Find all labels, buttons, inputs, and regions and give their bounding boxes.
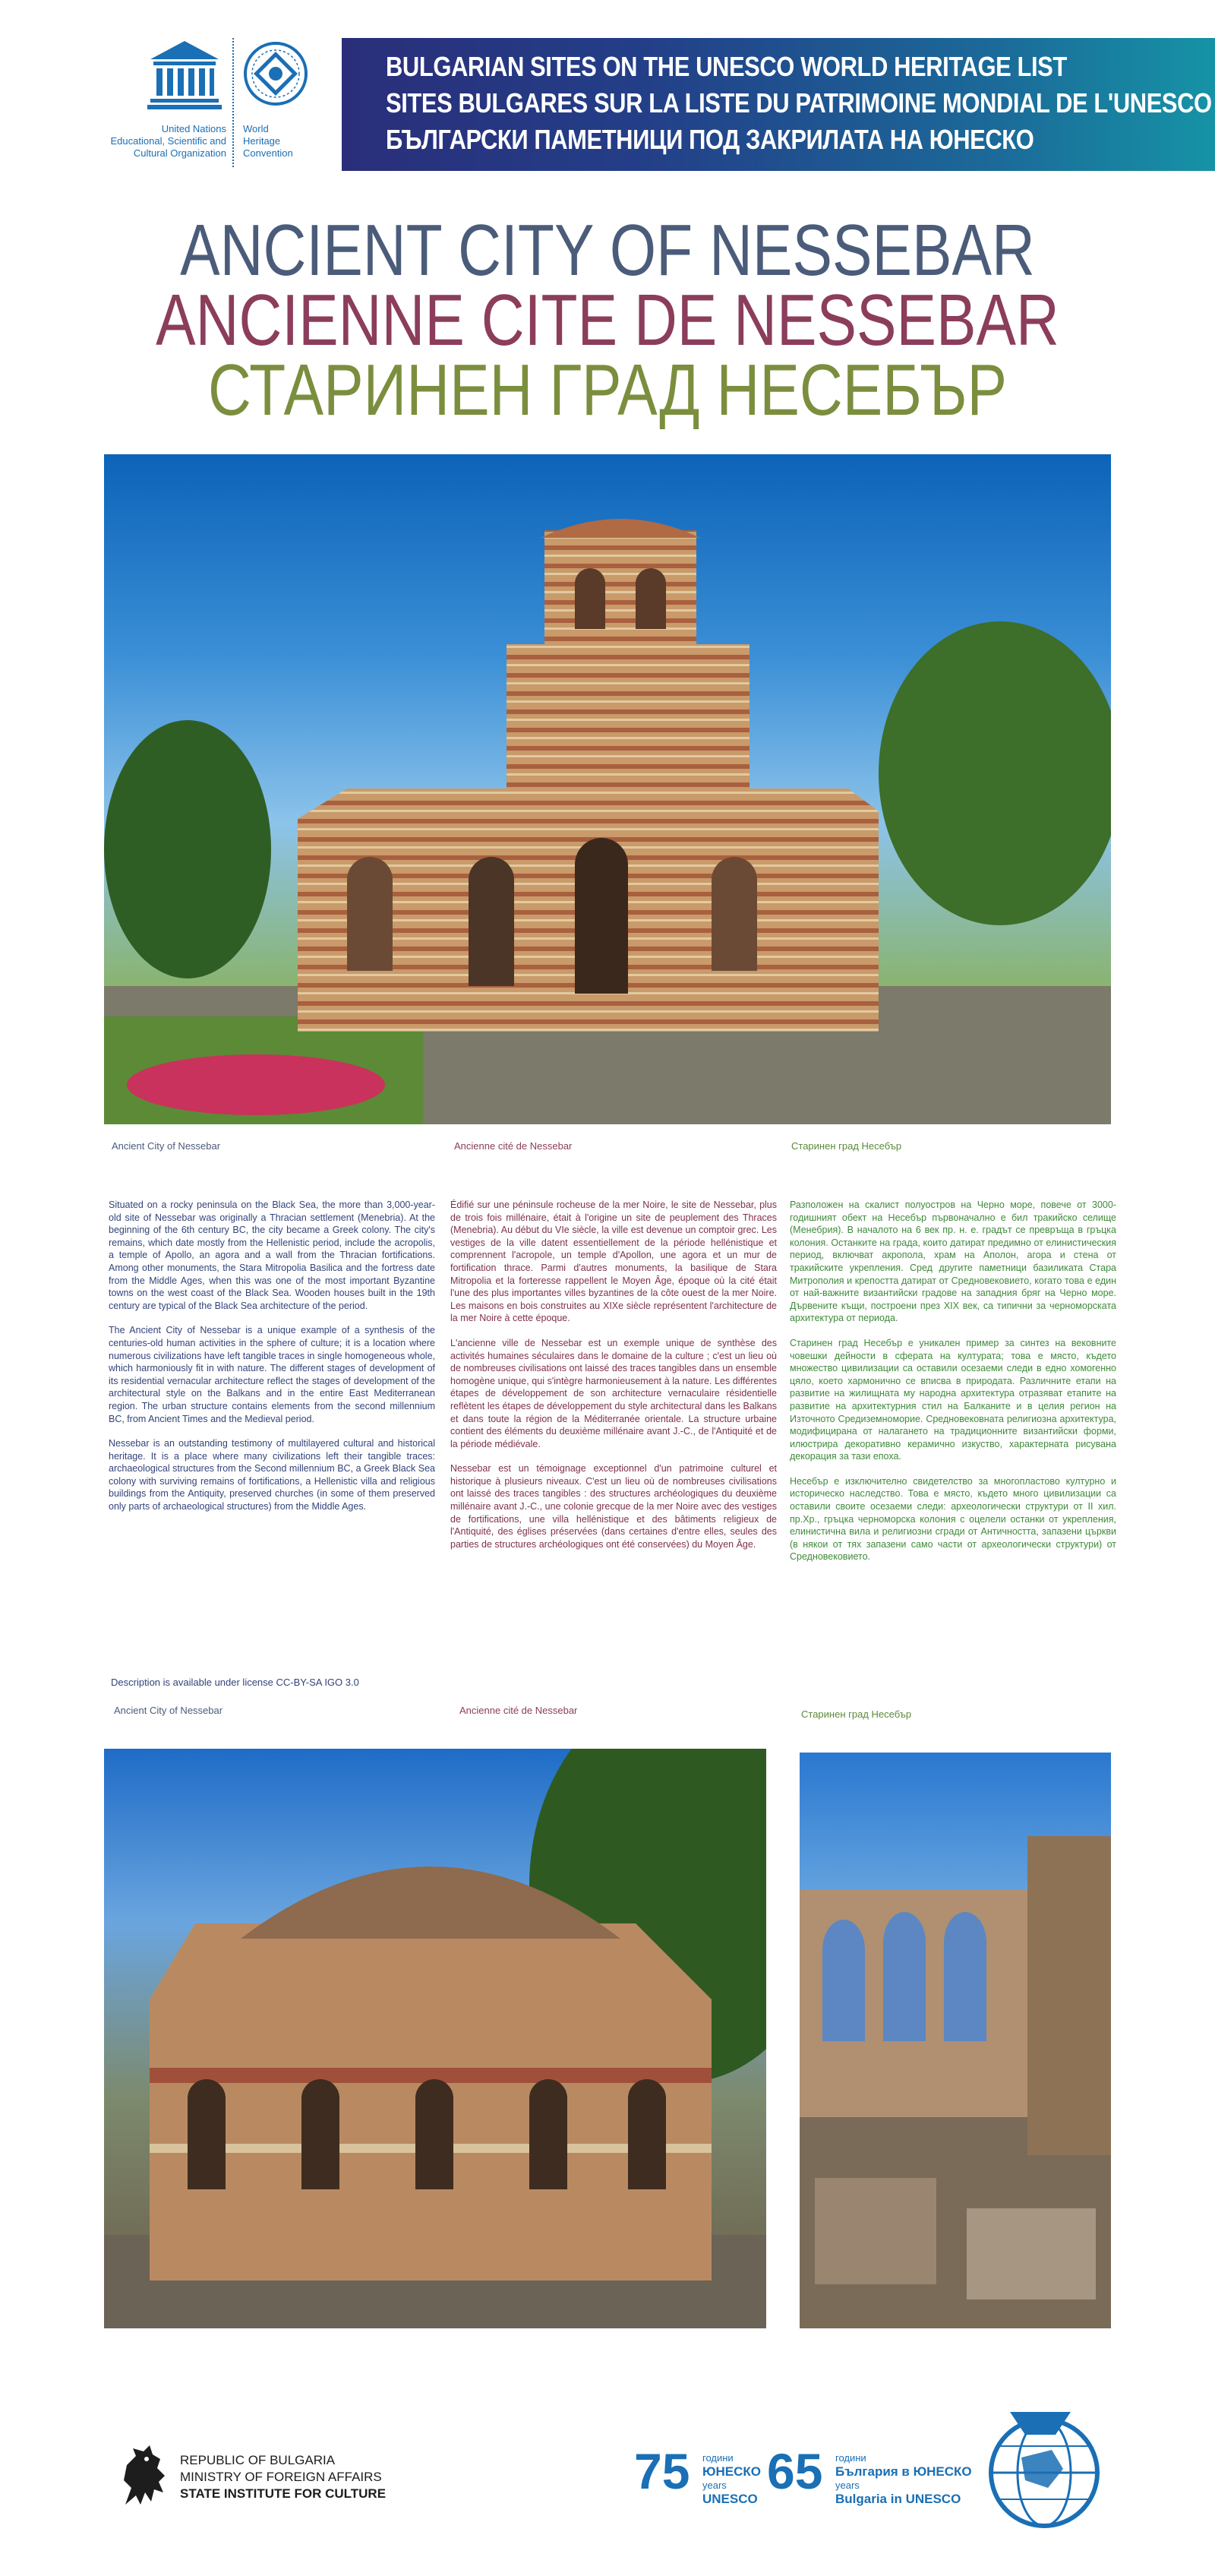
banner-title-fr: SITES BULGARES SUR LA LISTE DU PATRIMOINE MONDIAL DE L'UNESCO xyxy=(386,87,1212,119)
banner-title-bg: БЪЛГАРСКИ ПАМЕТНИЦИ ПОД ЗАКРИЛАТА НА ЮНЕСКО xyxy=(386,124,1034,155)
whc-line: World xyxy=(243,123,269,134)
caption-top-fr: Ancienne cité de Nessebar xyxy=(454,1140,573,1152)
license-note: Description is available under license CC-BY-SA IGO 3.0 xyxy=(111,1677,359,1688)
page-title-en: ANCIENT CITY OF NESSEBAR xyxy=(180,210,1035,291)
anniv-75-unesco-en: UNESCO xyxy=(702,2492,758,2506)
globe-logo-icon xyxy=(980,2404,1109,2533)
logo-divider xyxy=(232,38,234,167)
description-column-en xyxy=(109,1199,435,1525)
ministry-logo-block xyxy=(110,2442,444,2518)
description-column-fr xyxy=(450,1199,777,1563)
anniv-75-years-bg: години xyxy=(702,2452,734,2464)
description-paragraph: Nessebar is an outstanding testimony of multilayered cultural and historical heritage. It is a place where many civilizations left their tangible traces: archaeological structures from the Second millennium BC, a Greek Black Sea colony with surviving remains of fortifications, a Hellenistic villa and religious buildings from the Antiquity, preserved churches (in some of them preserved only parts of archaeological structures) from the Middle Ages. xyxy=(109,1438,435,1512)
description-paragraph: Situated on a rocky peninsula on the Black Sea, the more than 3,000-year-old site of Nessebar was originally a Thracian settlement (Menebria). At the beginning of the 6th century BC, the city became a Greek colony. The city's remains, which date mostly from the Hellenistic period, include the acropolis, a temple of Apollo, an agora and a wall from the Thracian fortifications. Among other monuments, the Stara Mitropolia Basilica and the fortress date from the Middle Ages, when this was one of the most important Byzantine towns on the west coast of the Black Sea. Wooden houses built in the 19th century are typical of the Black Sea architecture of the period. xyxy=(109,1199,435,1311)
anniv-75-unesco-bg: ЮНЕСКО xyxy=(702,2464,762,2479)
anniv-75-years-en: years xyxy=(702,2480,727,2491)
anniv-65-title-bg: България в ЮНЕСКО xyxy=(835,2464,972,2479)
world-heritage-emblem-icon xyxy=(243,41,308,106)
description-paragraph: Старинен град Несебър е уникален пример за синтез на вековните човешки дейности в сферата на културата; това е място, където множество цивилизации са оставили осезаеми следи в едно хомогенно цяло, което хармонично се вписва в природата. Различните етапи на развитие на жилищната му народна архитектура отразяват етапите на развитие на архитектурния стил на Балканите и в целия регион на Източното Средиземноморие. Средновековната религиозна архитектура, модифицирана от налагането на традиционните византийски форми, илюстрира декоративно керамично изкуство, характерната рисувана декорация за тази епоха. xyxy=(790,1337,1116,1462)
description-paragraph: Nessebar est un témoignage exceptionnel d'un patrimoine culturel et historique à plusieurs niveaux. C'est un lieu où de nombreuses civilisations ont laissé des traces tangibles : des structures archéologiques du deuxième millénaire avant J.-C., une colonie grecque de la mer Noire avec des vestiges de fortifications, une villa hellénistique et des bâtiments religieux de l'Antiquité, des églises préservées (dans certaines d'entre elles, seules des parties de structures archéologiques ont été conservées) du Moyen Âge. xyxy=(450,1463,777,1550)
basilica-ruin-photo xyxy=(800,1753,1111,2328)
ministry-line-institute: STATE INSTITUTE FOR CULTURE xyxy=(180,2486,387,2501)
unesco-logo-block xyxy=(97,30,348,175)
unesco-org-line: Educational, Scientific and xyxy=(110,135,226,147)
caption-bottom-en: Ancient City of Nessebar xyxy=(114,1705,223,1716)
ministry-line-republic: REPUBLIC OF BULGARIA xyxy=(180,2453,336,2467)
ministry-line-mfa: MINISTRY OF FOREIGN AFFAIRS xyxy=(180,2470,382,2484)
church-ruin-photo xyxy=(104,1749,766,2328)
whc-line: Heritage xyxy=(243,135,281,147)
description-paragraph: Несебър е изключително свидетелство за многопластово културно и историческо наследство. Това е място, където много цивилизации са оставили своите осезаеми следи: археологически структури от II хил. пр.Хр., гръцка черноморска колония с оцелели останки от укрепления, елинистична вила и религиозни сгради от Античността, запазени църкви (в някои от тях запазени само части от археологически структури) от Средновековието. xyxy=(790,1475,1116,1563)
bulgarian-lion-emblem-icon xyxy=(110,2442,172,2511)
anniversary-logos xyxy=(634,2431,991,2514)
caption-bottom-fr: Ancienne cité de Nessebar xyxy=(459,1705,578,1716)
description-paragraph: Разположен на скалист полуостров на Черно море, повече от 3000-годишният обект на Несебър първоначално е бил тракийско селище (Менебрия). В началото на 6 век пр. н. е. градът се превръща в гръцка колония. Останките на града, които датират предимно от елинистическия период, включват акропола, храм на Аполон, агора и стена от тракийските укрепления. Сред другите паметници базиликата Стара Митрополия и крепостта датират от Средновековието, когато това е един от най-важните византийски градове на западния бряг на Черно море. Дървените къщи, построени през XIX век, са типични за черноморската архитектура от периода. xyxy=(790,1199,1116,1324)
header-banner xyxy=(342,38,1215,171)
banner-title-en: BULGARIAN SITES ON THE UNESCO WORLD HERITAGE LIST xyxy=(386,51,1067,82)
anniv-65-number: 65 xyxy=(767,2443,823,2499)
caption-top-bg: Старинен град Несебър xyxy=(791,1140,902,1152)
church-photo-main xyxy=(104,454,1111,1124)
unesco-org-line: Cultural Organization xyxy=(133,147,226,159)
whc-line: Convention xyxy=(243,147,293,159)
description-paragraph: The Ancient City of Nessebar is a unique example of a synthesis of the centuries-old human activities in the sphere of culture; it is a location where numerous civilizations have left tangible traces in single homogeneous whole, which harmoniously fit in with nature. The different stages of development of its residential vernacular architecture reflect the stages of development of the architectural style on the Balkans and in the entire East Mediterranean region. The urban structure contains elements from the second millennium BC, from Ancient Times and the Medieval period. xyxy=(109,1325,435,1424)
anniv-65-years-bg: години xyxy=(835,2452,866,2464)
description-paragraph: L'ancienne ville de Nessebar est un exemple unique de synthèse des activités humaines séculaires dans le domaine de la culture ; c'est un lieu où de nombreuses civilisations ont laissé des traces tangibles dans un ensemble homogène unique, qui s'intègre harmonieusement à la nature. Les différentes étapes de développement de son architecture vernaculaire résidentielle reflètent les étapes de développement du style architectural dans les Balkans et dans toute la région de la Méditerranée orientale. La structure urbaine contient des éléments du deuxième millénaire avant J.-C., de l'Antiquité et de la période médiévale. xyxy=(450,1337,777,1449)
anniv-65-title-en: Bulgaria in UNESCO xyxy=(835,2492,961,2506)
whc-text xyxy=(243,123,342,160)
caption-bottom-bg: Старинен град Несебър xyxy=(801,1708,912,1720)
unesco-temple-icon xyxy=(143,38,226,114)
description-paragraph: Édifié sur une péninsule rocheuse de la mer Noire, le site de Nessebar, plus de trois fois millénaire, était à l'origine un site de peuplement des Thraces (Menebria). Au début du VIe siècle, la ville est devenue un comptoir grec. Les vestiges de la ville datent essentiellement de la période hellénistique et comprennent l'acropole, un temple d'Apollon, une agora et un mur de fortification thrace. Parmi d'autres monuments, la basilique de Stara Mitropolia et la forteresse rappellent le Moyen Âge, époque où la cité était l'une des plus importantes villes byzantines de la côte ouest de la mer Noire. Les maisons en bois construites au XIXe siècle représentent l'architecture de la mer Noire à cette époque. xyxy=(450,1199,777,1324)
unesco-org-line: United Nations xyxy=(161,123,226,134)
anniv-65-years-en: years xyxy=(835,2480,860,2491)
page-title-bg: СТАРИНЕН ГРАД НЕСЕБЪР xyxy=(207,349,1008,431)
page-title-fr: ANCIENNE CITE DE NESSEBAR xyxy=(156,280,1059,361)
anniv-75-number: 75 xyxy=(634,2443,690,2499)
unesco-org-text xyxy=(97,123,226,160)
description-column-bg xyxy=(790,1199,1116,1576)
caption-top-en: Ancient City of Nessebar xyxy=(112,1140,221,1152)
